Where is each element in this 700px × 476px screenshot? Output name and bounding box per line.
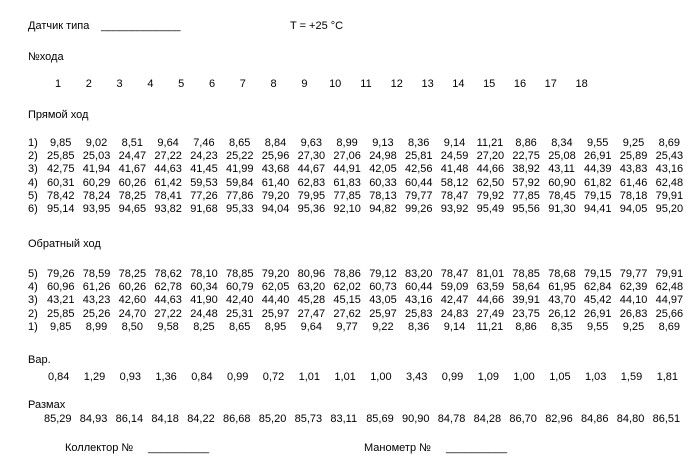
table-cell: 9,55 [587, 320, 609, 333]
table-cell: 78,85 [512, 268, 540, 280]
table-cell: 79,15 [584, 189, 612, 202]
table-cell: 44,97 [655, 294, 684, 307]
table-cell: 42,60 [118, 294, 147, 307]
table-cell: 95,36 [297, 203, 326, 215]
table-cell: 60,73 [369, 281, 397, 294]
table-cell: 26,91 [584, 150, 612, 163]
table-cell: 84,22 [187, 413, 215, 425]
table-cell: 0,84 [48, 371, 70, 383]
table-cell: 62,05 [261, 281, 290, 294]
table-cell: 27,30 [297, 150, 326, 163]
table-cell: 27,20 [476, 150, 505, 163]
table-cell: 62,02 [333, 281, 361, 294]
table-cell: 8,86 [515, 320, 537, 333]
table-cell: 43,21 [47, 294, 75, 307]
table-cell: 8,99 [336, 137, 358, 149]
table-cell: 62,48 [655, 176, 684, 189]
table-cell: 27,47 [297, 307, 326, 320]
table-cell: 78,24 [82, 189, 111, 202]
table-cell: 8,69 [658, 320, 681, 333]
table-cell: 79,91 [655, 268, 684, 280]
table-cell: 81,01 [476, 268, 505, 280]
table-cell: 9,25 [622, 320, 645, 333]
table-cell: 41,48 [440, 163, 469, 176]
table-cell: 8,69 [658, 137, 681, 149]
stroke-number: 4 [147, 78, 154, 90]
stroke-number: 6 [208, 78, 216, 90]
table-cell: 26,12 [548, 307, 576, 320]
table-cell: 79,77 [619, 268, 648, 280]
table-cell: 25,97 [369, 307, 397, 320]
table-cell: 79,15 [584, 268, 612, 280]
table-cell: 59,09 [440, 281, 469, 294]
table-cell: 86,14 [115, 413, 144, 425]
row-id: 4) [28, 176, 38, 189]
table-cell: 79,20 [261, 268, 290, 280]
row-id: 2) [28, 150, 38, 163]
table-cell: 8,65 [229, 137, 251, 149]
table-cell: 60,44 [405, 176, 433, 189]
table-cell: 24,83 [440, 307, 469, 320]
table-cell: 8,34 [551, 137, 573, 149]
table-cell: 85,69 [366, 413, 394, 425]
table-cell: 44,10 [619, 294, 648, 307]
table-cell: 8,95 [264, 320, 287, 333]
table-cell: 8,25 [193, 320, 215, 333]
table-cell: 1,59 [620, 371, 643, 383]
row-id: 5) [28, 189, 38, 202]
table-cell: 85,73 [294, 413, 323, 425]
table-cell: 43,23 [82, 294, 111, 307]
table-cell: 9,25 [622, 137, 645, 149]
table-cell: 1,05 [549, 371, 571, 383]
table-cell: 24,98 [369, 150, 397, 163]
manometer-label: Манометр № [364, 442, 431, 454]
table-cell: 79,26 [47, 268, 75, 280]
table-cell: 78,13 [369, 189, 397, 202]
collector-label: Коллектор № [65, 442, 134, 454]
table-cell: 24,23 [190, 150, 218, 163]
table-cell: 25,85 [47, 150, 75, 163]
table-cell: 94,41 [584, 203, 612, 215]
row-id: 4) [28, 281, 38, 294]
table-cell: 41,90 [190, 294, 218, 307]
table-cell: 44,63 [154, 163, 182, 176]
table-cell: 43,11 [548, 163, 575, 176]
temperature-label: T = +25 °C [290, 20, 344, 32]
table-cell: 78,47 [440, 268, 469, 280]
table-cell: 78,85 [226, 268, 254, 280]
table-cell: 3,43 [406, 371, 428, 383]
table-cell: 60,90 [548, 176, 576, 189]
table-cell: 42,40 [226, 294, 254, 307]
table-cell: 8,86 [515, 137, 537, 149]
table-cell: 92,10 [333, 203, 361, 215]
stroke-number: 11 [360, 78, 372, 90]
table-cell: 60,44 [405, 281, 433, 294]
stroke-number: 12 [390, 78, 403, 90]
table-cell: 41,67 [118, 163, 147, 176]
table-cell: 24,47 [118, 150, 147, 163]
table-cell: 44,67 [297, 163, 326, 176]
table-cell: 78,86 [333, 268, 361, 280]
table-cell: 94,82 [369, 203, 397, 215]
table-cell: 44,40 [261, 294, 290, 307]
table-cell: 77,26 [190, 189, 218, 202]
table-cell: 26,83 [619, 307, 648, 320]
table-cell: 8,36 [408, 137, 430, 149]
table-cell: 9,22 [372, 320, 394, 333]
table-cell: 24,59 [440, 150, 469, 163]
table-cell: 99,26 [405, 203, 433, 215]
table-cell: 44,66 [476, 163, 505, 176]
table-cell: 9,63 [300, 137, 323, 149]
table-cell: 27,62 [333, 307, 361, 320]
range-title: Размах [28, 399, 66, 411]
table-cell: 94,05 [619, 203, 648, 215]
stroke-number: 13 [421, 78, 434, 90]
table-cell: 22,75 [512, 150, 540, 163]
table-cell: 58,64 [512, 281, 540, 294]
table-cell: 27,22 [154, 307, 182, 320]
table-cell: 57,92 [512, 176, 540, 189]
table-cell: 79,77 [405, 189, 433, 202]
table-cell: 61,46 [619, 176, 648, 189]
table-cell: 42,05 [369, 163, 397, 176]
table-cell: 84,80 [616, 413, 645, 425]
table-cell: 95,49 [476, 203, 505, 215]
table-cell: 85,29 [44, 413, 72, 425]
table-cell: 60,26 [118, 176, 147, 189]
table-cell: 61,26 [82, 281, 111, 294]
table-cell: 78,47 [440, 189, 469, 202]
table-cell: 8,50 [121, 320, 144, 333]
table-cell: 60,79 [226, 281, 254, 294]
stroke-number: 16 [513, 78, 527, 90]
table-cell: 95,20 [655, 203, 684, 215]
row-id: 3) [28, 294, 38, 307]
table-cell: 43,68 [261, 163, 290, 176]
table-cell: 86,68 [223, 413, 251, 425]
table-cell: 9,13 [372, 137, 394, 149]
table-cell: 78,41 [154, 189, 182, 202]
table-cell: 60,33 [369, 176, 397, 189]
table-cell: 27,06 [333, 150, 361, 163]
row-id: 3) [28, 163, 38, 176]
table-cell: 43,05 [369, 294, 397, 307]
stroke-number: 8 [270, 78, 277, 90]
row-id: 1) [28, 320, 38, 333]
table-cell: 84,78 [437, 413, 466, 425]
table-cell: 25,96 [261, 150, 290, 163]
table-cell: 9,14 [443, 320, 466, 333]
table-cell: 90,90 [402, 413, 430, 425]
table-cell: 24,70 [118, 307, 147, 320]
stroke-number: 1 [54, 78, 62, 90]
table-cell: 7,46 [193, 137, 215, 149]
variation-title: Вар. [28, 354, 51, 366]
table-cell: 26,91 [584, 307, 612, 320]
table-cell: 95,56 [512, 203, 540, 215]
table-cell: 9,64 [300, 320, 323, 333]
table-cell: 45,28 [297, 294, 326, 307]
row-id: 2) [28, 307, 38, 320]
table-cell: 78,25 [118, 189, 147, 202]
table-cell: 93,82 [154, 203, 182, 215]
table-cell: 83,11 [330, 413, 358, 425]
table-cell: 80,96 [297, 268, 326, 280]
table-cell: 77,85 [333, 189, 361, 202]
table-cell: 27,22 [154, 150, 182, 163]
table-cell: 25,97 [261, 307, 290, 320]
row-id: 1) [28, 137, 38, 149]
table-cell: 84,93 [79, 413, 108, 425]
table-cell: 58,12 [440, 176, 469, 189]
backward-stroke-title: Обратный ход [28, 238, 101, 250]
table-cell: 94,65 [118, 203, 147, 215]
table-cell: 11,21 [476, 320, 504, 333]
table-cell: 9,64 [157, 137, 179, 149]
table-cell: 25,81 [405, 150, 433, 163]
table-cell: 61,83 [333, 176, 361, 189]
table-cell: 85,20 [258, 413, 287, 425]
table-cell: 94,04 [261, 203, 290, 215]
stroke-number: 10 [329, 78, 342, 90]
table-cell: 60,29 [82, 176, 111, 189]
table-cell: 25,26 [82, 307, 111, 320]
table-cell: 78,18 [619, 189, 648, 202]
table-cell: 93,95 [82, 203, 111, 215]
table-cell: 25,31 [226, 307, 254, 320]
forward-stroke-title: Прямой ход [28, 109, 89, 121]
table-cell: 41,45 [190, 163, 218, 176]
table-cell: 9,85 [50, 137, 72, 149]
stroke-number: 3 [116, 78, 123, 90]
table-cell: 25,83 [405, 307, 433, 320]
table-cell: 0,99 [441, 371, 464, 383]
table-cell: 0,99 [227, 371, 249, 383]
table-cell: 78,42 [47, 189, 75, 202]
table-cell: 84,28 [473, 413, 502, 425]
stroke-number: 15 [483, 78, 496, 90]
table-cell: 78,59 [82, 268, 111, 280]
stroke-number: 7 [239, 78, 246, 90]
table-cell: 25,85 [47, 307, 75, 320]
table-cell: 91,68 [190, 203, 218, 215]
table-cell: 43,70 [548, 294, 576, 307]
table-cell: 62,84 [584, 281, 612, 294]
table-cell: 25,43 [655, 150, 684, 163]
table-cell: 42,75 [47, 163, 75, 176]
table-cell: 79,95 [297, 189, 326, 202]
table-cell: 23,75 [512, 307, 540, 320]
table-cell: 45,42 [584, 294, 612, 307]
table-cell: 84,86 [581, 413, 609, 425]
table-cell: 42,47 [440, 294, 469, 307]
table-cell: 62,50 [476, 176, 505, 189]
stroke-number-label: №хода [28, 51, 64, 63]
table-cell: 62,48 [655, 281, 684, 294]
stroke-number: 2 [85, 78, 92, 90]
table-cell: 8,84 [264, 137, 287, 149]
table-cell: 62,39 [619, 281, 648, 294]
table-cell: 86,51 [652, 413, 681, 425]
sensor-type-blank: _____________ [101, 20, 181, 32]
table-cell: 1,01 [298, 371, 321, 383]
table-cell: 1,29 [83, 371, 106, 383]
table-cell: 25,03 [82, 150, 111, 163]
table-cell: 84,18 [151, 413, 179, 425]
table-cell: 59,53 [190, 176, 218, 189]
table-cell: 9,58 [157, 320, 179, 333]
table-cell: 0,93 [119, 371, 142, 383]
table-cell: 25,66 [655, 307, 684, 320]
stroke-number: 5 [178, 78, 185, 90]
table-cell: 9,85 [50, 320, 72, 333]
stroke-number: 17 [544, 78, 557, 90]
table-cell: 9,77 [336, 320, 358, 333]
table-cell: 25,89 [619, 150, 648, 163]
table-cell: 93,92 [440, 203, 469, 215]
table-cell: 44,91 [333, 163, 361, 176]
table-cell: 8,99 [85, 320, 108, 333]
table-cell: 61,95 [548, 281, 576, 294]
table-cell: 78,68 [548, 268, 576, 280]
stroke-number: 18 [575, 78, 588, 90]
table-cell: 83,20 [405, 268, 433, 280]
table-cell: 9,02 [85, 137, 108, 149]
stroke-number: 9 [301, 78, 308, 90]
table-cell: 24,48 [190, 307, 218, 320]
table-cell: 79,20 [261, 189, 290, 202]
table-cell: 11,21 [476, 137, 504, 149]
table-cell: 42,56 [405, 163, 433, 176]
table-cell: 62,83 [297, 176, 326, 189]
table-cell: 91,30 [548, 203, 576, 215]
table-cell: 60,34 [190, 281, 218, 294]
table-cell: 59,84 [226, 176, 254, 189]
table-cell: 0,72 [262, 371, 285, 383]
table-cell: 8,51 [121, 137, 144, 149]
table-cell: 27,49 [476, 307, 505, 320]
table-cell: 61,40 [261, 176, 290, 189]
table-cell: 44,66 [476, 294, 505, 307]
table-cell: 25,22 [226, 150, 254, 163]
table-cell: 43,83 [619, 163, 648, 176]
table-cell: 1,81 [656, 371, 679, 383]
table-cell: 25,08 [548, 150, 576, 163]
table-cell: 60,31 [47, 176, 75, 189]
table-cell: 78,62 [154, 268, 182, 280]
table-cell: 1,03 [585, 371, 607, 383]
table-cell: 63,59 [476, 281, 505, 294]
table-cell: 63,20 [297, 281, 326, 294]
collector-blank: __________ [148, 442, 210, 454]
table-cell: 1,00 [513, 371, 535, 383]
table-cell: 61,42 [154, 176, 182, 189]
table-cell: 1,36 [155, 371, 177, 383]
table-cell: 45,15 [333, 294, 361, 307]
table-cell: 77,86 [226, 189, 254, 202]
row-id: 6) [28, 203, 38, 215]
table-cell: 79,92 [476, 189, 505, 202]
table-cell: 9,55 [587, 137, 609, 149]
sensor-type-label: Датчик типа [28, 20, 90, 32]
stroke-number: 14 [452, 78, 465, 90]
table-cell: 62,78 [154, 281, 182, 294]
table-cell: 0,84 [191, 371, 213, 383]
table-cell: 79,91 [655, 189, 684, 202]
row-id: 5) [28, 268, 38, 280]
table-cell: 86,70 [509, 413, 537, 425]
table-cell: 8,35 [551, 320, 573, 333]
table-cell: 43,16 [405, 294, 433, 307]
table-cell: 95,33 [226, 203, 254, 215]
table-cell: 9,14 [443, 137, 466, 149]
table-cell: 1,09 [477, 371, 500, 383]
table-cell: 95,14 [47, 203, 75, 215]
table-cell: 38,92 [512, 163, 540, 176]
table-cell: 77,85 [512, 189, 540, 202]
table-cell: 78,45 [548, 189, 576, 202]
table-cell: 8,65 [229, 320, 251, 333]
table-cell: 8,36 [408, 320, 430, 333]
table-cell: 78,10 [190, 268, 218, 280]
table-cell: 41,94 [82, 163, 111, 176]
table-cell: 41,99 [226, 163, 254, 176]
table-cell: 1,01 [334, 371, 356, 383]
table-cell: 1,00 [370, 371, 392, 383]
table-cell: 44,39 [584, 163, 612, 176]
table-cell: 61,82 [584, 176, 612, 189]
table-cell: 60,96 [47, 281, 75, 294]
table-cell: 43,16 [655, 163, 684, 176]
table-cell: 79,12 [369, 268, 397, 280]
table-cell: 39,91 [512, 294, 540, 307]
table-cell: 44,63 [154, 294, 182, 307]
table-cell: 60,26 [118, 281, 147, 294]
manometer-blank: __________ [446, 442, 508, 454]
table-cell: 82,96 [545, 413, 573, 425]
table-cell: 78,25 [118, 268, 147, 280]
